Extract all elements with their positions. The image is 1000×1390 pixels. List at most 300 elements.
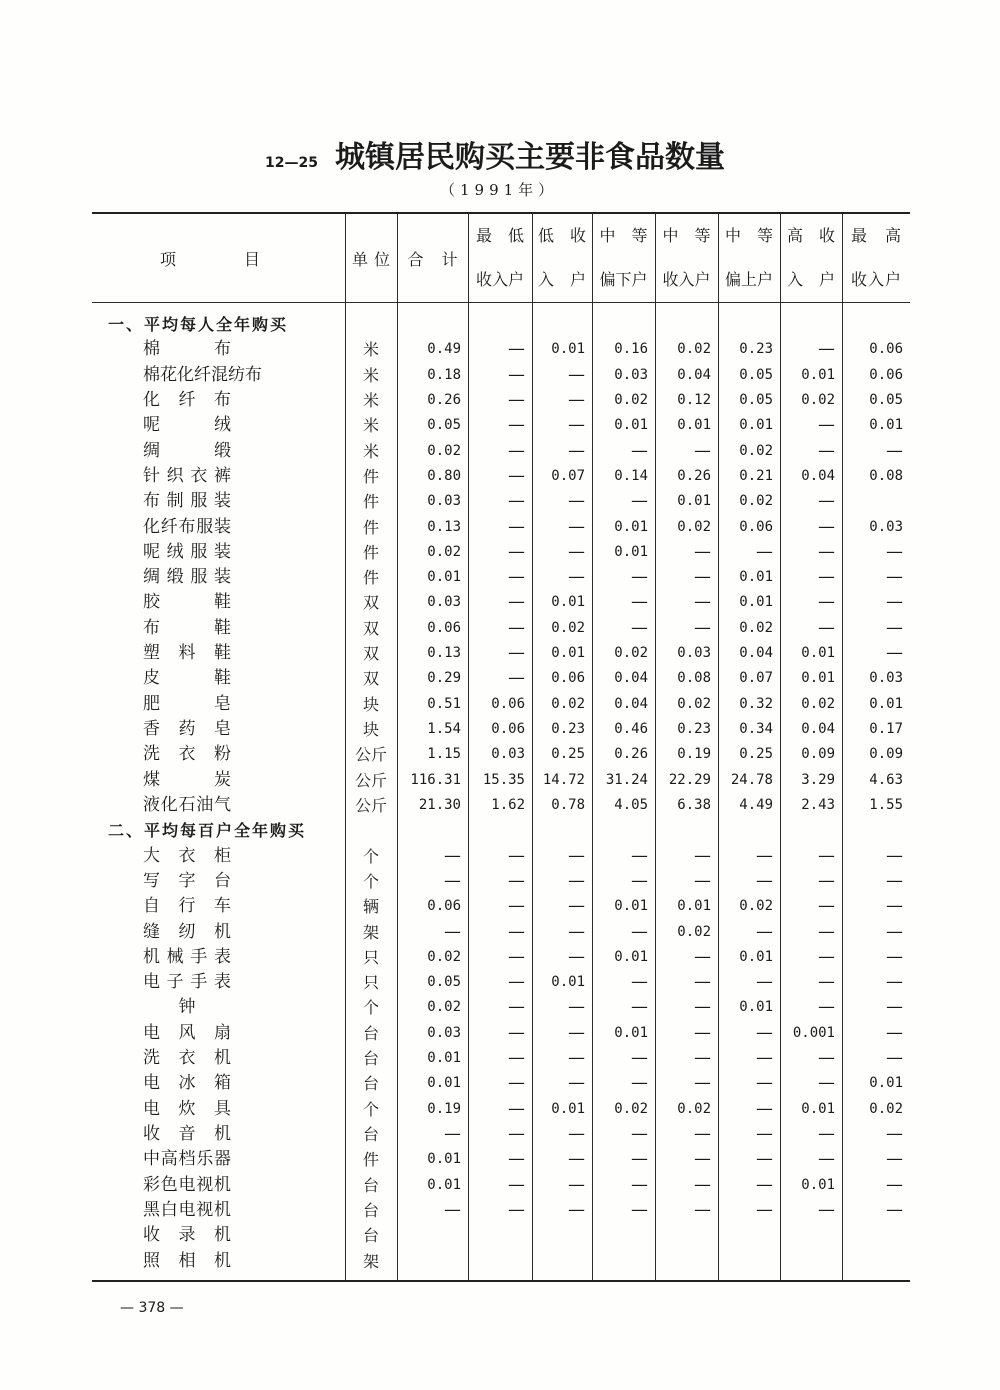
unit-cell: 台 xyxy=(362,1226,379,1246)
cell-lowest-income: — xyxy=(508,997,525,1018)
cell-upper-middle-income xyxy=(718,1223,780,1248)
cell-total: 21.30 xyxy=(418,796,461,813)
cell-low-income: — xyxy=(568,1199,585,1220)
cell-high-income: — xyxy=(818,1073,835,1094)
cell-highest-income: — xyxy=(886,592,903,613)
item-cell xyxy=(92,439,345,464)
cell-total xyxy=(397,1223,468,1248)
unit-cell: 架 xyxy=(362,922,379,942)
table-row xyxy=(92,1071,910,1096)
cell-low-income: 0.02 xyxy=(551,619,585,636)
cell-total: 0.01 xyxy=(427,1176,461,1193)
cell-low-income: — xyxy=(568,364,585,385)
cell-lowest-income: — xyxy=(508,1022,525,1043)
cell-highest-income: — xyxy=(886,1149,903,1170)
table-row xyxy=(92,388,910,413)
cell-lowest-income: — xyxy=(508,1124,525,1144)
cell-high-income xyxy=(780,1223,842,1248)
cell-low-income: 0.01 xyxy=(551,594,585,611)
cell-total: — xyxy=(444,1199,461,1220)
cell-low-income: — xyxy=(568,921,585,942)
cell-middle-income: — xyxy=(694,567,711,588)
cell-upper-middle-income: 0.02 xyxy=(739,493,773,510)
cell-high-income: 0.02 xyxy=(801,695,835,712)
unit-cell: 双 xyxy=(362,593,379,613)
cell-upper-middle-income xyxy=(718,1249,780,1274)
item-name: 呢绒服装 xyxy=(143,541,231,562)
cell-high-income: 3.29 xyxy=(801,771,835,788)
unit-cell: 台 xyxy=(362,1023,379,1043)
cell-lowest-income: — xyxy=(508,1048,525,1069)
unit-cell: 公斤 xyxy=(354,770,387,790)
cell-middle-income xyxy=(655,1249,718,1274)
header-label: 偏下户 xyxy=(599,269,648,289)
cell-total: 0.01 xyxy=(427,1075,461,1092)
cell-middle-income: 0.01 xyxy=(677,417,711,434)
header-highest-income-top xyxy=(842,214,910,254)
item-name: 绸缎 xyxy=(143,440,231,461)
cell-high-income: — xyxy=(818,1048,835,1069)
header-label: 中等 xyxy=(662,225,711,245)
item-cell xyxy=(92,995,345,1020)
table-body xyxy=(92,312,910,1274)
header-lower-middle-bottom xyxy=(592,254,655,302)
cell-upper-middle-income: — xyxy=(756,972,773,993)
table-row xyxy=(92,1249,910,1274)
item-cell xyxy=(92,844,345,869)
cell-high-income: — xyxy=(818,592,835,613)
cell-lowest-income: — xyxy=(508,845,525,866)
cell-upper-middle-income: 0.01 xyxy=(739,417,773,434)
cell-lower-middle-income: 0.04 xyxy=(614,695,648,712)
cell-upper-middle-income: — xyxy=(756,1073,773,1094)
cell-high-income: — xyxy=(818,997,835,1018)
header-lower-middle-top xyxy=(592,214,655,254)
table-row xyxy=(92,666,910,691)
cell-low-income: 0.01 xyxy=(551,341,585,358)
cell-low-income: 0.07 xyxy=(551,467,585,484)
cell-highest-income: 0.08 xyxy=(869,467,903,484)
item-cell xyxy=(92,894,345,919)
unit-cell: 只 xyxy=(362,947,379,967)
cell-highest-income: — xyxy=(886,1124,903,1144)
item-name: 照相机 xyxy=(143,1250,231,1271)
unit-cell: 块 xyxy=(362,720,379,739)
header-high-income-bottom xyxy=(780,254,842,302)
cell-lowest-income: — xyxy=(508,668,525,689)
cell-highest-income: 0.17 xyxy=(869,721,903,737)
header-total-label: 合计 xyxy=(407,249,458,269)
cell-lowest-income: — xyxy=(508,364,525,385)
cell-middle-income: — xyxy=(694,1048,711,1069)
item-cell xyxy=(92,413,345,438)
cell-total: 0.02 xyxy=(427,543,461,560)
cell-lowest-income xyxy=(468,1249,532,1274)
cell-total: 0.01 xyxy=(427,1050,461,1067)
cell-total: 1.15 xyxy=(427,746,461,763)
cell-low-income: — xyxy=(568,845,585,866)
table-row xyxy=(92,439,910,464)
cell-lowest-income: — xyxy=(508,389,525,410)
cell-highest-income: 0.06 xyxy=(869,341,903,358)
cell-lower-middle-income: 0.01 xyxy=(614,1024,648,1041)
cell-middle-income: 0.02 xyxy=(677,695,711,712)
cell-low-income: — xyxy=(568,1174,585,1195)
header-label: 收入户 xyxy=(476,269,525,289)
table-row xyxy=(92,945,910,970)
cell-upper-middle-income: 0.02 xyxy=(739,619,773,636)
item-cell xyxy=(92,515,345,540)
cell-high-income: — xyxy=(818,491,835,512)
cell-total: 0.49 xyxy=(427,341,461,358)
cell-highest-income: — xyxy=(886,1022,903,1043)
unit-cell: 双 xyxy=(362,644,379,664)
item-name: 煤炭 xyxy=(143,769,231,790)
cell-lower-middle-income: — xyxy=(631,1199,648,1220)
cell-low-income xyxy=(532,1249,592,1274)
unit-cell: 件 xyxy=(362,466,379,486)
cell-high-income: 0.09 xyxy=(801,746,835,763)
header-label: 最高 xyxy=(851,225,901,245)
table-title: 城镇居民购买主要非食品数量 xyxy=(335,140,725,175)
cell-lowest-income: — xyxy=(508,440,525,461)
header-label: 入户 xyxy=(538,269,586,289)
item-name: 黑白电视机 xyxy=(143,1199,231,1220)
table-header xyxy=(92,214,910,303)
cell-lowest-income: — xyxy=(508,491,525,512)
cell-lower-middle-income: 4.05 xyxy=(614,796,648,813)
item-name: 棉布 xyxy=(143,339,231,360)
header-label: 中等 xyxy=(725,225,773,245)
table-row xyxy=(92,742,910,767)
unit-cell: 辆 xyxy=(362,897,379,917)
cell-upper-middle-income: 0.01 xyxy=(739,948,773,965)
cell-middle-income: 0.02 xyxy=(677,341,711,358)
cell-lower-middle-income: 0.01 xyxy=(614,518,648,535)
table-row xyxy=(92,641,910,666)
table-row xyxy=(92,1021,910,1046)
item-cell xyxy=(92,1021,345,1046)
cell-lowest-income: — xyxy=(508,541,525,562)
cell-highest-income: — xyxy=(886,972,903,993)
header-upper-middle-bottom xyxy=(718,254,780,302)
cell-middle-income: — xyxy=(694,1073,711,1094)
cell-total: 0.01 xyxy=(427,1151,461,1168)
header-item-label: 项目 xyxy=(160,249,260,269)
item-cell xyxy=(92,1223,345,1248)
item-name: 缝纫机 xyxy=(143,921,231,942)
cell-low-income: — xyxy=(568,516,585,537)
cell-middle-income: 0.02 xyxy=(677,1100,711,1117)
cell-total: 0.03 xyxy=(427,594,461,611)
cell-upper-middle-income: 0.05 xyxy=(739,366,773,383)
cell-lowest-income: — xyxy=(508,592,525,613)
item-name: 绸缎服装 xyxy=(143,567,231,588)
item-cell xyxy=(92,590,345,615)
cell-middle-income: 22.29 xyxy=(668,771,711,788)
cell-high-income: — xyxy=(818,921,835,942)
section-heading-row xyxy=(92,818,910,843)
cell-middle-income: 0.26 xyxy=(677,467,711,484)
item-cell xyxy=(92,1071,345,1096)
cell-highest-income: 0.05 xyxy=(869,391,903,408)
cell-lower-middle-income: — xyxy=(631,972,648,993)
cell-middle-income: 0.01 xyxy=(677,898,711,915)
item-cell xyxy=(92,489,345,514)
item-cell xyxy=(92,1122,345,1147)
unit-cell: 件 xyxy=(362,492,379,512)
cell-low-income: — xyxy=(568,870,585,891)
cell-lower-middle-income: — xyxy=(631,1124,648,1144)
unit-cell: 架 xyxy=(362,1251,379,1271)
cell-middle-income: — xyxy=(694,541,711,562)
header-unit xyxy=(345,214,397,302)
item-name: 布鞋 xyxy=(143,617,231,638)
cell-lower-middle-income: — xyxy=(631,997,648,1018)
header-middle-top xyxy=(655,214,718,254)
item-cell xyxy=(92,641,345,666)
cell-middle-income: — xyxy=(694,617,711,638)
cell-high-income: — xyxy=(818,440,835,461)
cell-low-income: 0.01 xyxy=(551,974,585,991)
cell-low-income: — xyxy=(568,1124,585,1144)
cell-high-income: — xyxy=(818,617,835,638)
cell-highest-income xyxy=(842,1223,910,1248)
cell-upper-middle-income: 0.02 xyxy=(739,442,773,459)
header-label: 偏上户 xyxy=(725,269,774,289)
item-name: 收录机 xyxy=(143,1225,231,1246)
cell-low-income: — xyxy=(568,440,585,461)
cell-highest-income xyxy=(842,1249,910,1274)
cell-lowest-income: — xyxy=(508,870,525,891)
cell-upper-middle-income: 24.78 xyxy=(730,771,773,788)
unit-cell: 个 xyxy=(362,1099,379,1119)
cell-lowest-income: — xyxy=(508,946,525,967)
table-row xyxy=(92,894,910,919)
item-cell xyxy=(92,337,345,362)
cell-middle-income: 6.38 xyxy=(677,796,711,813)
cell-upper-middle-income: — xyxy=(756,1149,773,1170)
table-row xyxy=(92,464,910,489)
item-name: 棉花化纤混纺布 xyxy=(143,364,262,385)
unit-cell: 块 xyxy=(362,694,379,714)
cell-upper-middle-income: 0.34 xyxy=(739,721,773,737)
unit-cell: 台 xyxy=(362,1200,379,1220)
cell-high-income: — xyxy=(818,1149,835,1170)
header-total xyxy=(397,214,468,302)
cell-highest-income: — xyxy=(886,896,903,917)
table-row xyxy=(92,1046,910,1071)
item-name: 彩色电视机 xyxy=(143,1174,231,1195)
cell-middle-income: 0.08 xyxy=(677,670,711,687)
cell-lowest-income: 0.06 xyxy=(491,721,525,737)
cell-lower-middle-income: — xyxy=(631,1149,648,1170)
cell-highest-income: — xyxy=(886,1048,903,1069)
header-item xyxy=(92,214,345,302)
cell-lowest-income: — xyxy=(508,516,525,537)
cell-low-income: — xyxy=(568,491,585,512)
cell-low-income: — xyxy=(568,389,585,410)
table-row xyxy=(92,995,910,1020)
header-low-income-top xyxy=(532,214,592,254)
item-name: 中高档乐器 xyxy=(143,1149,231,1170)
cell-lower-middle-income: — xyxy=(631,1174,648,1195)
cell-lowest-income: — xyxy=(508,896,525,917)
cell-upper-middle-income: — xyxy=(756,870,773,891)
item-name: 塑料鞋 xyxy=(143,643,231,664)
cell-lower-middle-income: 0.16 xyxy=(614,341,648,358)
cell-high-income: 0.001 xyxy=(792,1024,835,1041)
cell-upper-middle-income: 0.06 xyxy=(739,518,773,535)
cell-upper-middle-income: — xyxy=(756,541,773,562)
cell-low-income: — xyxy=(568,1149,585,1170)
item-cell xyxy=(92,540,345,565)
cell-high-income: — xyxy=(818,946,835,967)
unit-cell: 双 xyxy=(362,669,379,689)
cell-lowest-income: — xyxy=(508,1174,525,1195)
table-row xyxy=(92,1097,910,1122)
item-cell xyxy=(92,970,345,995)
table-row xyxy=(92,363,910,388)
section-heading: 二、平均每百户全年购买 xyxy=(108,821,307,841)
cell-lowest-income: — xyxy=(508,339,525,360)
header-lowest-income-bottom xyxy=(468,254,532,302)
table-row xyxy=(92,869,910,894)
cell-middle-income xyxy=(655,1223,718,1248)
item-name: 香药皂 xyxy=(143,719,231,739)
cell-total: 1.54 xyxy=(427,721,461,737)
cell-total: 0.03 xyxy=(427,1024,461,1041)
unit-cell: 台 xyxy=(362,1125,379,1144)
item-cell xyxy=(92,920,345,945)
cell-high-income: — xyxy=(818,845,835,866)
header-label: 收入户 xyxy=(851,269,901,289)
item-name: 钟 xyxy=(178,997,196,1018)
cell-low-income: 0.25 xyxy=(551,746,585,763)
item-cell xyxy=(92,869,345,894)
cell-lower-middle-income: 0.04 xyxy=(614,670,648,687)
table-row xyxy=(92,692,910,717)
table-row xyxy=(92,1223,910,1248)
cell-high-income: 0.01 xyxy=(801,645,835,662)
unit-cell: 公斤 xyxy=(354,745,387,765)
cell-lower-middle-income: 0.26 xyxy=(614,746,648,763)
cell-lower-middle-income: 0.02 xyxy=(614,1100,648,1117)
item-name: 自行车 xyxy=(143,896,231,917)
cell-highest-income: 1.55 xyxy=(869,796,903,813)
table-row xyxy=(92,616,910,641)
item-cell xyxy=(92,793,345,818)
cell-highest-income: — xyxy=(886,440,903,461)
unit-cell: 台 xyxy=(362,1049,379,1069)
item-cell xyxy=(92,768,345,793)
unit-cell: 米 xyxy=(362,441,379,461)
cell-middle-income: 0.02 xyxy=(677,923,711,940)
cell-middle-income: — xyxy=(694,1199,711,1220)
cell-middle-income: — xyxy=(694,440,711,461)
cell-low-income: 0.78 xyxy=(551,796,585,813)
cell-middle-income: — xyxy=(694,1174,711,1195)
cell-highest-income: — xyxy=(886,617,903,638)
item-name: 洗衣粉 xyxy=(143,744,231,765)
cell-total: 0.26 xyxy=(427,391,461,408)
item-cell xyxy=(92,666,345,691)
cell-total: 0.03 xyxy=(427,493,461,510)
item-cell xyxy=(92,1173,345,1198)
header-highest-income-bottom xyxy=(842,254,910,302)
item-name: 电子手表 xyxy=(143,972,231,993)
cell-total: 0.02 xyxy=(427,999,461,1016)
cell-high-income: — xyxy=(818,1199,835,1220)
cell-lower-middle-income xyxy=(592,1223,655,1248)
cell-upper-middle-income: — xyxy=(756,1199,773,1220)
cell-lowest-income: 0.06 xyxy=(491,695,525,712)
cell-total: 0.01 xyxy=(427,569,461,586)
header-label: 高收 xyxy=(787,225,835,245)
cell-low-income: 14.72 xyxy=(542,771,585,788)
cell-high-income: — xyxy=(818,415,835,436)
item-name: 肥皂 xyxy=(143,693,231,714)
cell-upper-middle-income: 0.07 xyxy=(739,670,773,687)
cell-highest-income: 0.03 xyxy=(869,518,903,535)
cell-total: — xyxy=(444,870,461,891)
cell-lowest-income: 1.62 xyxy=(491,796,525,813)
cell-lowest-income: — xyxy=(508,617,525,638)
cell-lowest-income: — xyxy=(508,972,525,993)
cell-lower-middle-income: — xyxy=(631,567,648,588)
item-name: 写字台 xyxy=(143,870,231,891)
cell-low-income: — xyxy=(568,997,585,1018)
cell-lower-middle-income: 0.01 xyxy=(614,543,648,560)
item-cell xyxy=(92,464,345,489)
cell-lower-middle-income: 0.46 xyxy=(614,721,648,737)
table-row xyxy=(92,540,910,565)
cell-lower-middle-income: — xyxy=(631,870,648,891)
cell-highest-income: — xyxy=(886,643,903,664)
cell-lower-middle-income: 0.14 xyxy=(614,467,648,484)
table-row xyxy=(92,1198,910,1223)
unit-cell: 米 xyxy=(362,365,379,385)
item-cell xyxy=(92,945,345,970)
unit-cell: 米 xyxy=(362,390,379,410)
cell-highest-income: 0.02 xyxy=(869,1100,903,1117)
cell-high-income: — xyxy=(818,972,835,993)
item-cell xyxy=(92,565,345,590)
cell-high-income: 0.01 xyxy=(801,670,835,687)
table-row xyxy=(92,1173,910,1198)
cell-lowest-income xyxy=(468,1223,532,1248)
cell-lowest-income: — xyxy=(508,567,525,588)
header-upper-middle-top xyxy=(718,214,780,254)
table-title-line xyxy=(265,132,725,176)
cell-lowest-income: — xyxy=(508,415,525,436)
table-row xyxy=(92,515,910,540)
unit-cell: 个 xyxy=(362,846,379,866)
unit-cell: 公斤 xyxy=(354,795,387,815)
cell-total: 116.31 xyxy=(410,771,461,788)
section-heading-row xyxy=(92,312,910,337)
cell-highest-income: — xyxy=(886,946,903,967)
cell-upper-middle-income: 0.23 xyxy=(739,341,773,358)
unit-cell: 台 xyxy=(362,1175,379,1195)
data-table xyxy=(92,212,910,1282)
cell-high-income: 0.02 xyxy=(801,391,835,408)
unit-cell: 件 xyxy=(362,1150,379,1170)
cell-low-income: — xyxy=(568,1073,585,1094)
cell-middle-income: — xyxy=(694,946,711,967)
cell-highest-income: 0.01 xyxy=(869,1075,903,1092)
cell-total: 0.13 xyxy=(427,518,461,535)
